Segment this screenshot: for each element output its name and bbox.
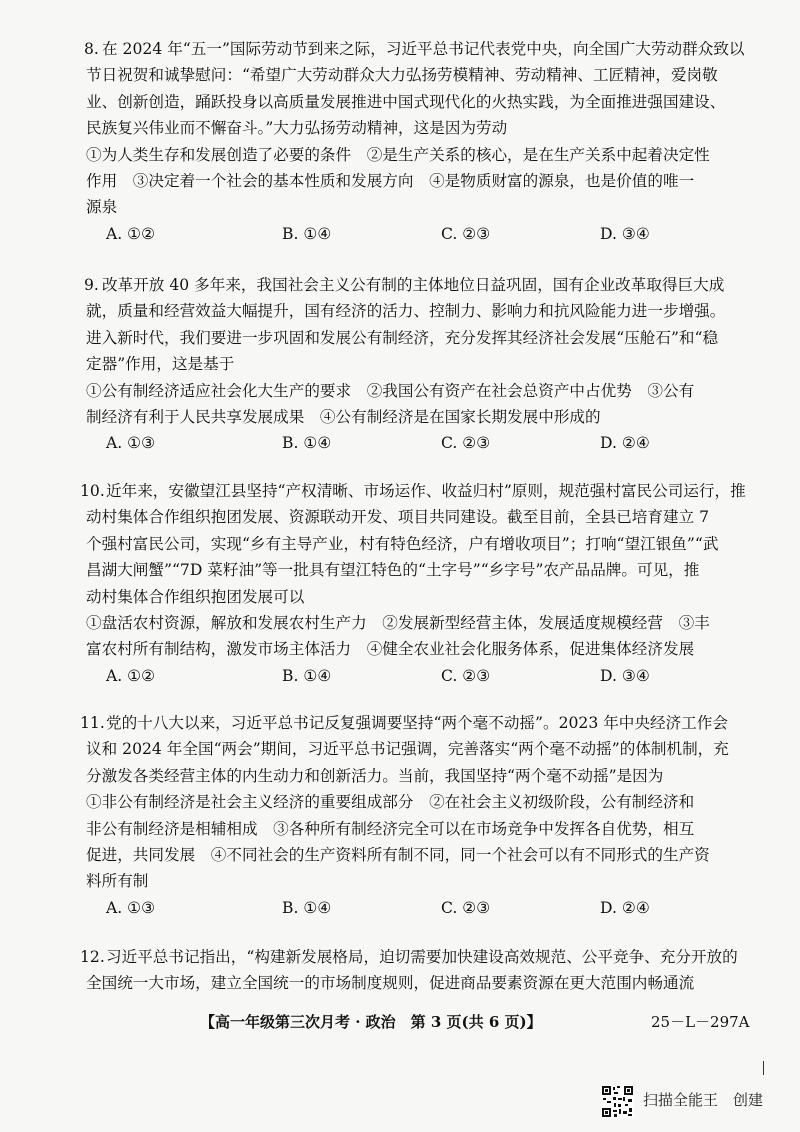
- answer-choices: [86, 430, 756, 456]
- question-number: 9.: [84, 276, 99, 294]
- question-line: 在 2024 年“五一”国际劳动节到来之际，习近平总书记代表党中央，向全国广大劳动群众致以: [102, 40, 745, 58]
- choice-c[interactable]: C. ②③: [441, 224, 491, 243]
- choice-d[interactable]: D. ③④: [600, 666, 650, 685]
- option-statement-line: 制经济有利于人民共享发展成果 ④公有制经济是在国家长期发展中形成的: [86, 408, 601, 427]
- choice-d[interactable]: D. ②④: [600, 434, 650, 453]
- question-9: [86, 272, 756, 456]
- choice-a[interactable]: A. ①③: [106, 898, 156, 917]
- page-footer-title: 【高一年级第三次月考 · 政治 第 3 页(共 6 页)】: [200, 1013, 542, 1031]
- question-11: [80, 710, 756, 921]
- option-statement-line: 作用 ③决定着一个社会的基本性质和发展方向 ④是物质财富的源泉，也是价值的唯一: [86, 172, 695, 191]
- scanner-watermark: 扫描全能王 创建: [643, 1091, 764, 1109]
- option-statement-line: ①公有制经济适应社会化大生产的要求 ②我国公有资产在社会总资产中占优势 ③公有: [86, 381, 695, 400]
- question-line: 业、创新创造，踊跃投身以高质量发展推进中国式现代化的火热实践，为全面推进强国建设、: [86, 92, 726, 111]
- choice-a[interactable]: A. ①②: [106, 224, 156, 243]
- question-line: 个强村富民公司，实现“乡有主导产业，村有特色经济，户有增收项目”；打响“望江银鱼”“武: [86, 534, 719, 553]
- exam-code: 25－L－297A: [651, 1013, 750, 1031]
- choice-a[interactable]: A. ①②: [106, 666, 156, 685]
- question-line: 民族复兴伟业而不懈奋斗。”大力弘扬劳动精神，这是因为劳动: [86, 119, 508, 138]
- option-statement-line: 源泉: [86, 198, 118, 217]
- option-statement-line: ①非公有制经济是社会主义经济的重要组成部分 ②在社会主义初级阶段，公有制经济和: [86, 793, 695, 812]
- answer-choices: [86, 895, 756, 921]
- question-line: 分激发各类经营主体的内生动力和创新活力。当前，我国坚持“两个毫不动摇”是因为: [86, 766, 664, 785]
- margin-mark: [763, 1061, 764, 1075]
- qr-code-icon: [601, 1085, 634, 1118]
- question-line: 动村集体合作组织抱团发展、资源联动开发、项目共同建设。截至目前，全县已培育建立 7: [86, 508, 710, 527]
- question-line: 习近平总书记指出，“构建新发展格局，迫切需要加快建设高效规范、公平竞争、充分开放的: [106, 948, 738, 966]
- question-8: [86, 36, 756, 247]
- choice-c[interactable]: C. ②③: [441, 898, 491, 917]
- choice-a[interactable]: A. ①③: [106, 434, 156, 453]
- question-line: 进入新时代，我们要进一步巩固和发展公有制经济，充分发挥其经济社会发展“压舱石”和“稳: [86, 328, 719, 347]
- answer-choices: [86, 663, 756, 689]
- question-line: 动村集体合作组织抱团发展可以: [86, 587, 305, 606]
- option-statement-line: 料所有制: [86, 872, 149, 891]
- question-line: 全国统一大市场，建立全国统一的市场制度规则，促进商品要素资源在更大范围内畅通流: [86, 974, 695, 993]
- question-number: 8.: [84, 40, 99, 58]
- question-line: 定器”作用，这是基于: [86, 355, 235, 374]
- choice-c[interactable]: C. ②③: [441, 434, 491, 453]
- question-line: 改革开放 40 多年来，我国社会主义公有制的主体地位日益巩固，国有企业改革取得巨大成: [102, 276, 725, 294]
- question-number: 11.: [80, 714, 105, 732]
- question-12: [80, 944, 756, 997]
- choice-d[interactable]: D. ③④: [600, 224, 650, 243]
- question-10: [80, 478, 756, 689]
- choice-b[interactable]: B. ①④: [282, 898, 332, 917]
- question-line: 近年来，安徽望江县坚持“产权清晰、市场运作、收益归村”原则，规范强村富民公司运行，推: [106, 482, 746, 500]
- question-number: 12.: [80, 948, 105, 966]
- option-statement-line: 非公有制经济是相辅相成 ③各种所有制经济完全可以在市场竞争中发挥各自优势，相互: [86, 819, 695, 838]
- choice-b[interactable]: B. ①④: [282, 224, 332, 243]
- question-line: 节日祝贺和诚挚慰问：“希望广大劳动群众大力弘扬劳模精神、劳动精神、工匠精神，爱岗敬: [86, 66, 718, 85]
- question-line: 昌湖大闸蟹”“7D 菜籽油”等一批具有望江特色的“土字号”“乡字号”农产品品牌。可见，推: [86, 561, 700, 580]
- question-number: 10.: [80, 482, 105, 500]
- question-line: 党的十八大以来，习近平总书记反复强调要坚持“两个毫不动摇”。2023 年中央经济工作会: [106, 714, 728, 732]
- answer-choices: [86, 221, 756, 247]
- choice-b[interactable]: B. ①④: [282, 434, 332, 453]
- choice-b[interactable]: B. ①④: [282, 666, 332, 685]
- option-statement-line: 富农村所有制结构，激发市场主体活力 ④健全农业社会化服务体系，促进集体经济发展: [86, 640, 695, 659]
- question-line: 就，质量和经营效益大幅提升，国有经济的活力、控制力、影响力和抗风险能力进一步增强。: [86, 302, 726, 321]
- choice-c[interactable]: C. ②③: [441, 666, 491, 685]
- choice-d[interactable]: D. ②④: [600, 898, 650, 917]
- option-statement-line: 促进，共同发展 ④不同社会的生产资料所有制不同，同一个社会可以有不同形式的生产资: [86, 846, 710, 865]
- question-line: 议和 2024 年全国“两会”期间，习近平总书记强调，完善落实“两个毫不动摇”的体制机制，充: [86, 740, 729, 759]
- option-statement-line: ①盘活农村资源，解放和发展农村生产力 ②发展新型经营主体，发展适度规模经营 ③丰: [86, 614, 710, 633]
- option-statement-line: ①为人类生存和发展创造了必要的条件 ②是生产关系的核心，是在生产关系中起着决定性: [86, 145, 710, 164]
